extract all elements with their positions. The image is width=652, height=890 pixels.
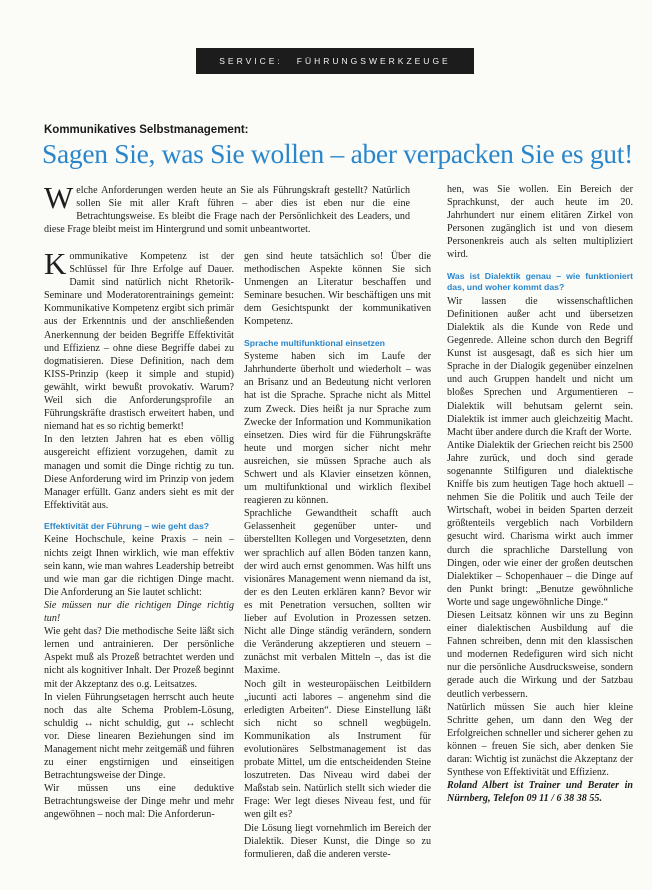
emphasis-paragraph: Sie müssen nur die richtigen Dinge richtig tun! bbox=[44, 599, 234, 625]
paragraph: Antike Dialektik der Griechen reicht bis 2500 Jahre zurück, und doch sind gerade sogenannte Stilfiguren und dialektische Kniffe bis zum heutigen Tage hoch aktuell – nehmen Sie die Politik und auch Teile der Wirtschaft, wobei in beiden Sparten derzeit größtenteils vergeblich nach Vorbildern gesucht wird. Charisma wirkt auch immer durch die sprachliche Darstellung von Dingen, oder wie einer der großen deutschen Dialektiker – Schopenhauer – die Dinge auf den Punkt bringt: „Benutze gewöhnliche Worte und sage ungewöhnliche Dinge.“ bbox=[447, 439, 633, 608]
paragraph: Diesen Leitsatz können wir uns zu Beginn einer dialektischen Ausbildung auf die Fahnen schreiben, denn mit den klassischen und modernen Redefiguren wird sich nicht nur die persönliche Ausdrucksweise, sondern gerade auch die Wirkung und der Satzbau deutlich verbessern. bbox=[447, 610, 633, 700]
paragraph: hen, was Sie wollen. Ein Bereich der Sprachkunst, der auch heute im 20. Jahrhundert nur einem elitären Zirkel von Personen zugänglich ist und von diesem Personenkreis auch als selten multipliziert wird. bbox=[447, 184, 633, 261]
subheading: Sprache multifunktional einsetzen bbox=[244, 337, 385, 348]
article-headline: Sagen Sie, was Sie wollen – aber verpacken Sie es gut! bbox=[42, 138, 633, 169]
paragraph: Noch gilt in westeuropäischen Leitbildern „iucunti acti labores – angenehm sind die erledigten Arbeiten“. Diese Einstellung läßt sich nicht so schnell wegbügeln. Kommunikation als Instrument für evolutionäres Selbstmanagement ist das probate Mittel, um die entscheidenden Steine loszutreten. Das Niveau wird dabei der Maßstab sein. Natürlich stellt sich wieder die Frage: Wer legt dieses Niveau fest, und für wen gilt es? bbox=[244, 678, 431, 821]
column-1 bbox=[44, 246, 234, 822]
column-3 bbox=[447, 183, 633, 805]
paragraph: gen sind heute tatsächlich so! Über die methodischen Aspekte können Sie sich Unmengen an Literatur beschaffen und Seminare besuchen. Wir beschäftigen uns mit dem Gesichtspunkt der kommunikativen Kompetenz. bbox=[244, 251, 431, 328]
paragraph bbox=[44, 246, 234, 433]
section-label: SERVICE: bbox=[219, 56, 283, 66]
paragraph: Systeme haben sich im Laufe der Jahrhunderte überholt und wiederholt – was an Brisanz und an Bedeutung nicht verloren hat ist die Sprache. Sprache nicht als Mittel zum Zweck. Dies heißt ja nur Sprache zum Zwecke der Information und Kommunikation einsetzen. Dies wird für die Führungskräfte heute und morgen sicher nicht mehr ausreichen, sie müssen Sprache auch als Schwert und als Klavier einsetzen können, um multifunktional und wirklich flexibel reagieren zu können. bbox=[244, 351, 431, 507]
paragraph: Die Lösung liegt vornehmlich im Bereich der Dialektik. Dieser Kunst, die Dinge so zu formulieren, daß die anderen verste- bbox=[244, 822, 431, 860]
article-lead bbox=[44, 180, 410, 236]
paragraph: Natürlich müssen Sie auch hier kleine Schritte gehen, um dann den Weg der Erfolgreichen schneller und sicherer gehen zu können – freuen Sie sich, aber denken Sie daran: Wichtig ist zunächst die Akzeptanz der Synthese von Effektivität und Effizienz. bbox=[447, 701, 633, 779]
paragraph: Sprachliche Gewandtheit schafft auch Gelassenheit gegenüber unter- und überstellten Kollegen und Vorgesetzten, denn wer sprachlich auf allen Böden tanzen kann, der wird auch ernst genommen. Was hilft uns visionäres Management wenn niemand da ist, der es den Leuten erklären kann? Bevor wir es mit Penetration versuchen, sollten wir lieber auf Evolution in Prozessen setzen. Nicht alle Dinge ständig verändern, sondern die Veränderung akzeptieren und steuern – zunächst mit verbalen Mitteln –, das ist die Maxime. bbox=[244, 508, 431, 677]
lead-drop-cap: W bbox=[44, 180, 74, 215]
paragraph: Wir lassen die wissenschaftlichen Definitionen außer acht und übersetzen Dialektik als die Kunde von Rede und Gegenrede. Alleine schon durch den Begriff Kunst ist ausgesagt, daß es sich hier um Sprache in der Dialogik gegenüber einzelnen und auch Gruppen handelt und nicht um bloßes Sprechen und Argumentieren – Dialektik will behutsam gelernt sein. Dialektik ist immer auch gleichzeitig Macht. Macht über andere durch die Kraft der Worte. bbox=[447, 295, 633, 438]
paragraph: Wie geht das? Die methodische Seite läßt sich lernen und antrainieren. Der persönliche Aspekt muß als Prozeß betrachtet werden und nicht als kognitiver Inhalt. Der Prozeß beginnt mit der Akzeptanz des o.g. Leitsatzes. bbox=[44, 626, 234, 690]
drop-cap: K bbox=[44, 246, 67, 281]
paragraph: In vielen Führungsetagen herrscht auch heute noch das alte Schema Problem-Lösung, schuldig ↔ nicht schuldig, gut ↔ schlecht vor. Diese linearen Beziehungen sind im Management nicht mehr zeitgemäß und führen zu einer engstirnigen und einseitigen Betrachtungsweise der Dinge. bbox=[44, 691, 234, 782]
article-kicker: Kommunikatives Selbstmanagement: bbox=[44, 124, 249, 136]
lead-text: elche Anforderungen werden heute an Sie als Führungskraft gestellt? Natürlich sollen Sie mit aller Kraft führen – aber dies ist eben nur die eine Betrachtungsweise. Es bleibt die Frage nach der Persönlichkeit des Leaders, und diese Frage bleibt meist im Hintergrund und somit unbeantwortet. bbox=[44, 185, 410, 236]
paragraph-text: ommunikative Kompetenz ist der Schlüssel für Ihre Erfolge auf Dauer. Damit sind natürlich nicht Rhetorik-Seminare und Moderatorentrainings gemeint: Kommunikative Kompetenz ergibt sich primär aus der Erkenntnis und der anschließenden Anerkennung der beiden Begriffe Effektivität und Effizienz – ohne diese Begriffe dabei zu dogmatisieren. Diese Definition, nach dem KISS-Prinzip (keep it simple and stupid) gewählt, wirkt bewußt provokativ. Warum? Weil sich die Anforderungsprofile an Führungskräfte drastisch erweitert haben, und niemand hat es so richtig bemerkt! bbox=[44, 251, 234, 433]
paragraph: Wir müssen uns eine deduktive Betrachtungsweise der Dinge mehr und mehr angewöhnen – noch mal: Die Anforderun- bbox=[44, 783, 234, 821]
subsection-label: FÜHRUNGSWERKZEUGE bbox=[296, 56, 451, 66]
paragraph: Keine Hochschule, keine Praxis – nein – nichts zeigt Ihnen wirklich, wie man effektiv sein kann, wie man wahres Leadership betreibt und wie man gar die richtigen Dinge macht. Die Anforderung an Sie lautet schlicht: bbox=[44, 534, 234, 598]
paragraph: In den letzten Jahren hat es eben völlig ausgereicht effizient vorzugehen, damit zu managen und somit die Dinge richtig zu tun. Diese Anforderung wird im Prinzip von jedem Manager erfüllt. Ganz anders sieht es mit der Effektivität aus. bbox=[44, 434, 234, 511]
section-banner bbox=[196, 48, 474, 74]
author-signature: Roland Albert ist Trainer und Berater in Nürnberg, Telefon 09 11 / 6 38 38 55. bbox=[447, 780, 633, 805]
subheading: Effektivität der Führung – wie geht das? bbox=[44, 520, 210, 531]
column-2 bbox=[244, 250, 431, 861]
subheading: Was ist Dialektik genau – wie funktioniert das, und woher kommt das? bbox=[447, 270, 633, 293]
